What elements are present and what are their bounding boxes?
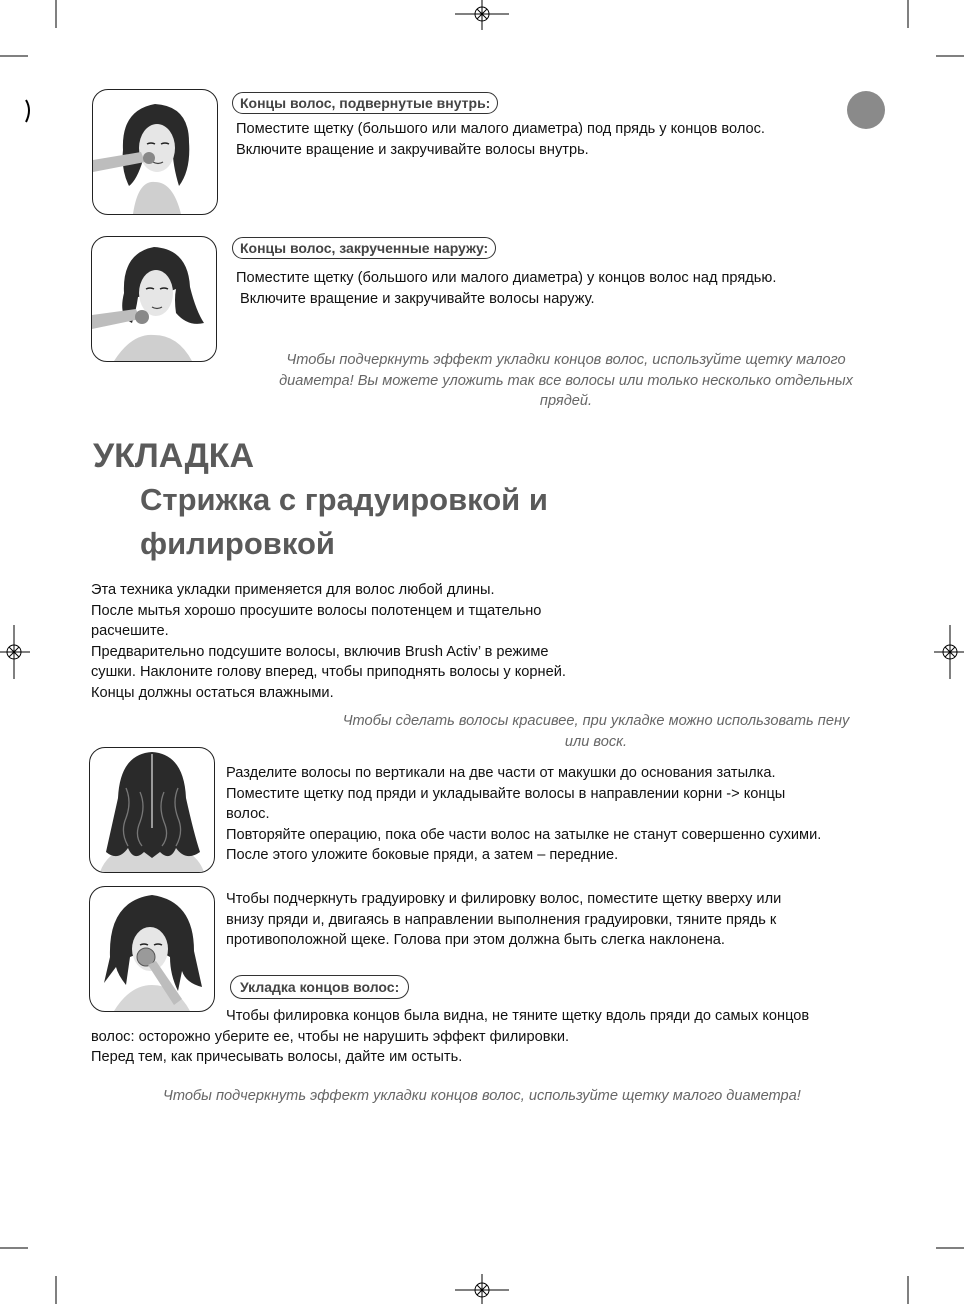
- text-line: Разделите волосы по вертикали на две части от макушки до основания затылка.: [226, 765, 776, 781]
- illustration-graduated-cut: [89, 886, 215, 1012]
- section-title-ends-outward: Концы волос, закрученные наружу:: [232, 237, 496, 259]
- intro-text: [91, 580, 651, 703]
- tip-ends-styling: Чтобы подчеркнуть эффект укладки концов волос, используйте щетку малого диаметра!: [163, 1088, 801, 1104]
- instructions-back-sections: [226, 763, 886, 866]
- text-line: волос: осторожно уберите ее, чтобы не нарушить эффект филировки.: [91, 1028, 570, 1045]
- tip-intro: [300, 711, 892, 752]
- text-line: внизу пряди и, двигаясь в направлении выполнения градуировки, тяните прядь к: [226, 911, 777, 928]
- instructions-ends-inward: [236, 119, 876, 160]
- instructions-ends-outward: [236, 268, 896, 309]
- text-line: Концы должны остаться влажными.: [91, 684, 334, 701]
- subsection-heading: [140, 478, 548, 566]
- text-line: волос.: [226, 806, 270, 822]
- text-line: Поместите щетку (большого или малого диаметра) у концов волос над прядью.: [236, 270, 777, 286]
- illustration-ends-inward: [92, 89, 218, 215]
- illustration-ends-outward: [91, 236, 217, 362]
- instructions-ends-styling: [91, 1006, 891, 1068]
- heading-line: Стрижка с градуировкой и: [140, 482, 548, 517]
- instructions-graduated-cut: [226, 889, 886, 951]
- illustration-back-of-head: [89, 747, 215, 873]
- text-line: Поместите щетку под пряди и укладывайте волосы в направлении корни -> концы: [226, 785, 786, 802]
- text-line: противоположной щеке. Голова при этом должна быть слегка наклонена.: [226, 932, 725, 948]
- text-line: Включите вращение и закручивайте волосы внутрь.: [236, 141, 589, 158]
- text-line: Предварительно подсушите волосы, включив Brush Activ’ в режиме: [91, 643, 549, 660]
- text-line: сушки. Наклоните голову вперед, чтобы приподнять волосы у корней.: [91, 664, 566, 680]
- text-line: Повторяйте операцию, пока обе части волос на затылке не станут совершенно сухими.: [226, 826, 822, 843]
- text-line: Поместите щетку (большого или малого диаметра) под прядь у концов волос.: [236, 121, 765, 137]
- tip-line: диаметра! Вы можете уложить так все волосы или только несколько отдельных: [279, 372, 853, 389]
- text-line: Перед тем, как причесывать волосы, дайте им остыть.: [91, 1049, 463, 1065]
- tip-line: Чтобы сделать волосы красивее, при укладке можно использовать пену: [342, 713, 850, 729]
- section-title-ends-styling: Укладка концов волос:: [230, 975, 409, 999]
- text-line: Эта техника укладки применяется для волос любой длины.: [91, 582, 495, 598]
- text-line: Чтобы подчеркнуть градуировку и филировку волос, поместите щетку вверху или: [226, 891, 782, 907]
- text-line: После этого уложите боковые пряди, а затем – передние.: [226, 847, 619, 863]
- section-title-ends-inward: Концы волос, подвернутые внутрь:: [232, 92, 498, 114]
- heading-line: филировкой: [140, 526, 335, 561]
- text-line: Чтобы филировка концов была видна, не тяните щетку вдоль пряди до самых концов: [226, 1008, 810, 1024]
- tip-line: прядей.: [539, 393, 593, 409]
- text-line: После мытья хорошо просушите волосы полотенцем и тщательно: [91, 602, 542, 619]
- text-line: Включите вращение и закручивайте волосы наружу.: [240, 290, 595, 307]
- tip-line: или воск.: [564, 733, 628, 750]
- section-heading: УКЛАДКА: [93, 437, 255, 475]
- text-line: расчешите.: [91, 623, 169, 639]
- tip-line: Чтобы подчеркнуть эффект укладки концов волос, используйте щетку малого: [286, 352, 846, 368]
- tip-ends-outward: [240, 350, 892, 412]
